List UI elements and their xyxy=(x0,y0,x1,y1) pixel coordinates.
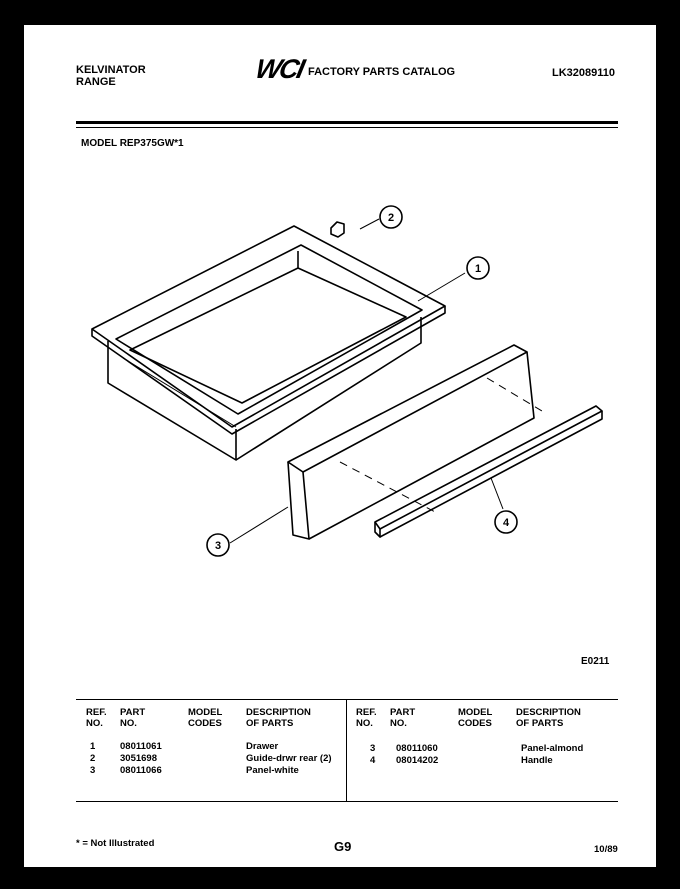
right-desc-header-2: OF PARTS xyxy=(516,718,564,729)
drawer-exploded-diagram xyxy=(24,25,656,867)
table-rule-bottom xyxy=(76,801,618,802)
ref-cell: 1 xyxy=(90,741,96,752)
catalog-number: LK32089110 xyxy=(552,67,615,79)
ref-cell: 3 xyxy=(90,765,96,776)
desc-cell: Panel-almond xyxy=(521,743,584,754)
catalog-date: 10/89 xyxy=(594,844,618,855)
left-part-header-2: NO. xyxy=(120,718,137,729)
part-cell: 08011066 xyxy=(120,765,162,776)
left-part-header-1: PART xyxy=(120,707,146,718)
right-part-header-1: PART xyxy=(390,707,416,718)
left-desc-header-2: OF PARTS xyxy=(246,718,294,729)
part-cell: 08014202 xyxy=(396,755,439,766)
right-desc-header-1: DESCRIPTION xyxy=(516,707,581,718)
callout-4-label: 4 xyxy=(502,517,510,529)
part-cell: 08011061 xyxy=(120,741,162,752)
right-ref-header-1: REF. xyxy=(356,707,377,718)
part-cell: 08011060 xyxy=(396,743,438,754)
not-illustrated-note: * = Not Illustrated xyxy=(76,838,155,849)
right-part-header-2: NO. xyxy=(390,718,407,729)
figure-code: E0211 xyxy=(581,656,610,667)
left-ref-header-2: NO. xyxy=(86,718,103,729)
drawer-guide-part xyxy=(331,222,344,237)
ref-cell: 3 xyxy=(370,743,376,754)
right-ref-header-2: NO. xyxy=(356,718,373,729)
table-divider xyxy=(346,699,347,802)
callout-1-label: 1 xyxy=(474,263,482,275)
left-desc-header-1: DESCRIPTION xyxy=(246,707,311,718)
left-ref-header-1: REF. xyxy=(86,707,107,718)
desc-cell: Drawer xyxy=(246,741,279,752)
left-model-header-2: CODES xyxy=(188,718,222,729)
ref-cell: 4 xyxy=(370,755,376,766)
right-model-header-1: MODEL xyxy=(458,707,493,718)
desc-cell: Guide-drwr rear (2) xyxy=(246,753,332,764)
page-number: G9 xyxy=(334,839,352,854)
catalog-title: FACTORY PARTS CATALOG xyxy=(308,66,456,78)
callout-3-label: 3 xyxy=(214,540,222,552)
brand-line-1: KELVINATOR xyxy=(76,64,146,76)
right-model-header-2: CODES xyxy=(458,718,492,729)
drawer-handle-part xyxy=(375,406,602,537)
brand-line-2: RANGE xyxy=(76,76,116,88)
model-label: MODEL REP375GW*1 xyxy=(81,138,184,149)
desc-cell: Handle xyxy=(521,755,553,766)
left-model-header-1: MODEL xyxy=(188,707,223,718)
wci-logo: WCI xyxy=(252,54,306,84)
catalog-sheet xyxy=(24,25,656,867)
desc-cell: Panel-white xyxy=(246,765,299,776)
callout-2-label: 2 xyxy=(387,212,395,224)
part-cell: 3051698 xyxy=(120,753,157,764)
ref-cell: 2 xyxy=(90,753,96,764)
table-rule-top xyxy=(76,699,618,700)
